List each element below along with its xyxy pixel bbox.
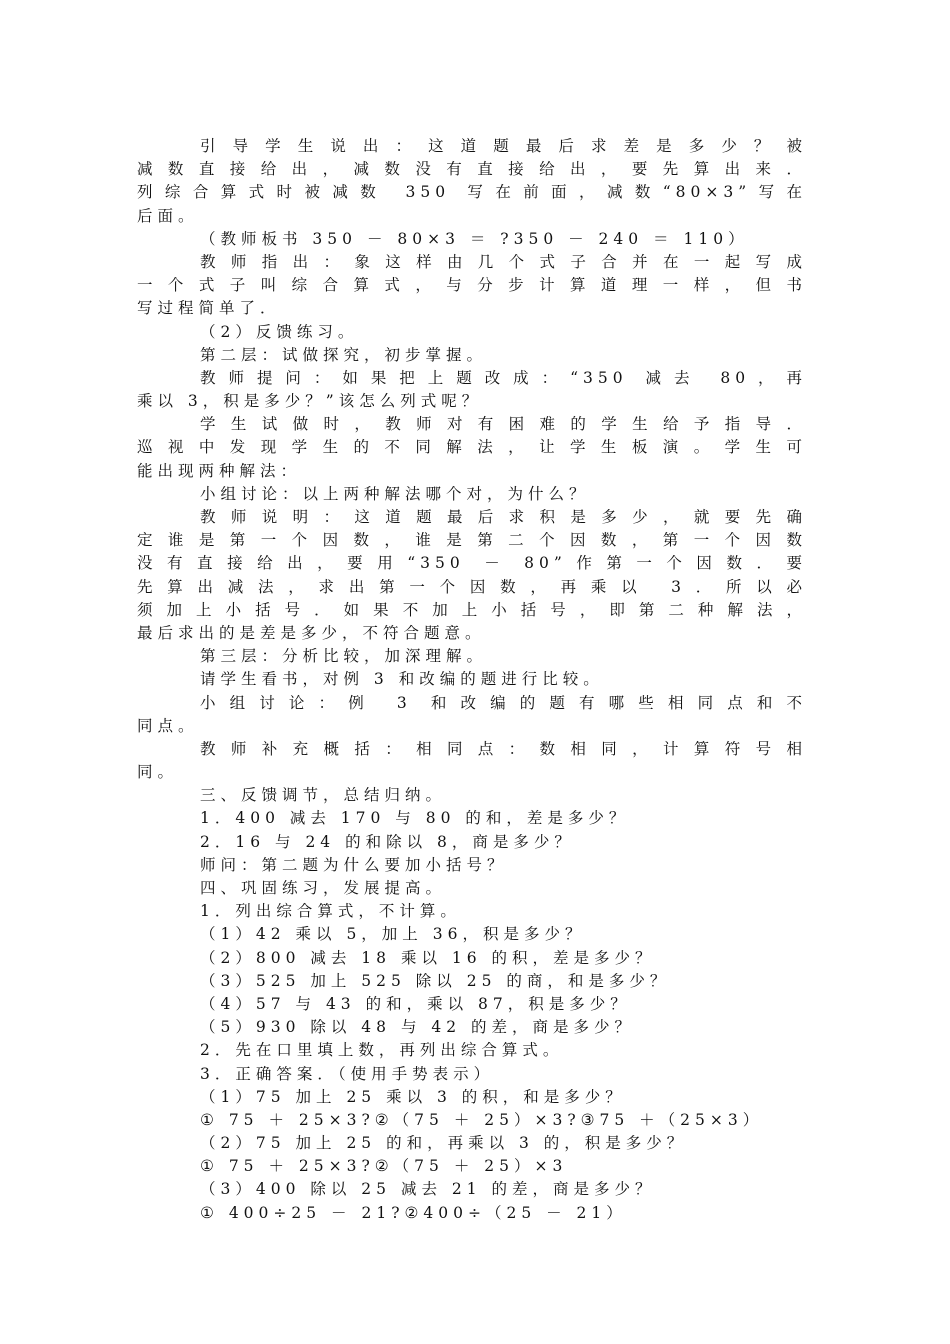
text-line: 同。 xyxy=(137,763,179,782)
text-line: 2．16 与 24 的和除以 8，商是多少？ xyxy=(200,832,575,851)
text-line: 定谁是第一个因数，谁是第二个因数，第一个因数 xyxy=(137,531,807,550)
text-line: （教师板书 350 － 80×3 ＝ ?350 － 240 ＝ 110） xyxy=(200,229,749,248)
text-line: 学生试做时，教师对有困难的学生给予指导． xyxy=(200,415,807,434)
text-line: 一个式子叫综合算式，与分步计算道理一样，但书 xyxy=(137,276,807,295)
text-line: 巡视中发现学生的不同解法，让学生板演。学生可 xyxy=(137,438,807,457)
text-line: ① 400÷25 － 21?②400÷（25 － 21） xyxy=(200,1203,627,1222)
text-line: 教师提问：如果把上题改成：“350 减去 80，再 xyxy=(200,368,807,387)
text-line: 须加上小括号．如果不加上小括号，即第二种解法， xyxy=(137,600,807,619)
text-line: 小组讨论：例 3 和改编的题有哪些相同点和不 xyxy=(200,693,807,712)
text-line: （2）75 加上 25 的和，再乘以 3 的，积是多少？ xyxy=(200,1134,688,1153)
text-line: 写过程简单了． xyxy=(137,299,281,318)
text-line: 教师说明：这道题最后求积是多少，就要先确 xyxy=(200,508,807,526)
text-line: 没有直接给出，要用“350 － 80”作第一个因数．要 xyxy=(137,554,807,573)
text-line: 减数直接给出，减数没有直接给出，要先算出来． xyxy=(137,160,807,179)
text-line: 第二层：试做探究，初步掌握。 xyxy=(200,345,488,364)
text-line: 乘以 3，积是多少？”该怎么列式呢？ xyxy=(137,392,483,411)
text-line: 后面。 xyxy=(137,206,199,225)
text-line: 教师指出：象这样由几个式子合并在一起写成 xyxy=(200,252,807,271)
text-line: （5）930 除以 48 与 42 的差，商是多少？ xyxy=(200,1018,636,1037)
text-line: 小组讨论：以上两种解法哪个对，为什么？ xyxy=(200,484,590,503)
text-line: 引导学生说出：这道题最后求差是多少？被 xyxy=(200,137,807,155)
text-line: 2．先在口里填上数，再列出综合算式。 xyxy=(200,1041,564,1060)
text-line: 1．列出综合算式，不计算。 xyxy=(200,902,461,921)
text-line: 第三层：分析比较，加深理解。 xyxy=(200,647,488,666)
text-line: 3．正确答案．（使用手势表示） xyxy=(200,1064,495,1083)
text-line: ① 75 ＋ 25×3?②（75 ＋ 25）×3?③75 ＋（25×3） xyxy=(200,1110,764,1129)
text-line: （1）42 乘以 5，加上 36，积是多少？ xyxy=(200,925,586,944)
text-line: （3）525 加上 525 除以 25 的商，和是多少？ xyxy=(200,971,671,990)
text-line: （1）75 加上 25 乘以 3 的积，和是多少？ xyxy=(200,1087,626,1106)
text-line: 请学生看书，对例 3 和改编的题进行比较。 xyxy=(200,670,604,689)
text-line: ① 75 ＋ 25×3?②（75 ＋ 25）×3 xyxy=(200,1157,568,1176)
text-line: 1．400 减去 170 与 80 的和，差是多少？ xyxy=(200,809,630,828)
text-line: 四、巩固练习，发展提高。 xyxy=(200,879,447,897)
text-line: （2）反馈练习。 xyxy=(200,322,359,341)
text-line: 最后求出的是差是多少，不符合题意。 xyxy=(137,623,486,642)
text-line: 先算出减法，求出第一个因数，再乘以 3．所以必 xyxy=(137,577,807,596)
text-line: 同点。 xyxy=(137,716,199,735)
text-line: 教师补充概括：相同点：数相同，计算符号相 xyxy=(200,739,807,758)
text-line: （2）800 减去 18 乘以 16 的积，差是多少？ xyxy=(200,948,656,967)
text-line: 列综合算式时被减数 350 写在前面，减数“80×3”写在 xyxy=(137,183,807,202)
text-line: （4）57 与 43 的和，乘以 87，积是多少？ xyxy=(200,994,631,1013)
text-line: 师问：第二题为什么要加小括号？ xyxy=(200,855,508,874)
document-body xyxy=(137,135,807,1225)
text-line: 能出现两种解法： xyxy=(137,461,302,480)
text-line: 三、反馈调节，总结归纳。 xyxy=(200,786,447,805)
text-line: （3）400 除以 25 减去 21 的差，商是多少？ xyxy=(200,1180,656,1199)
